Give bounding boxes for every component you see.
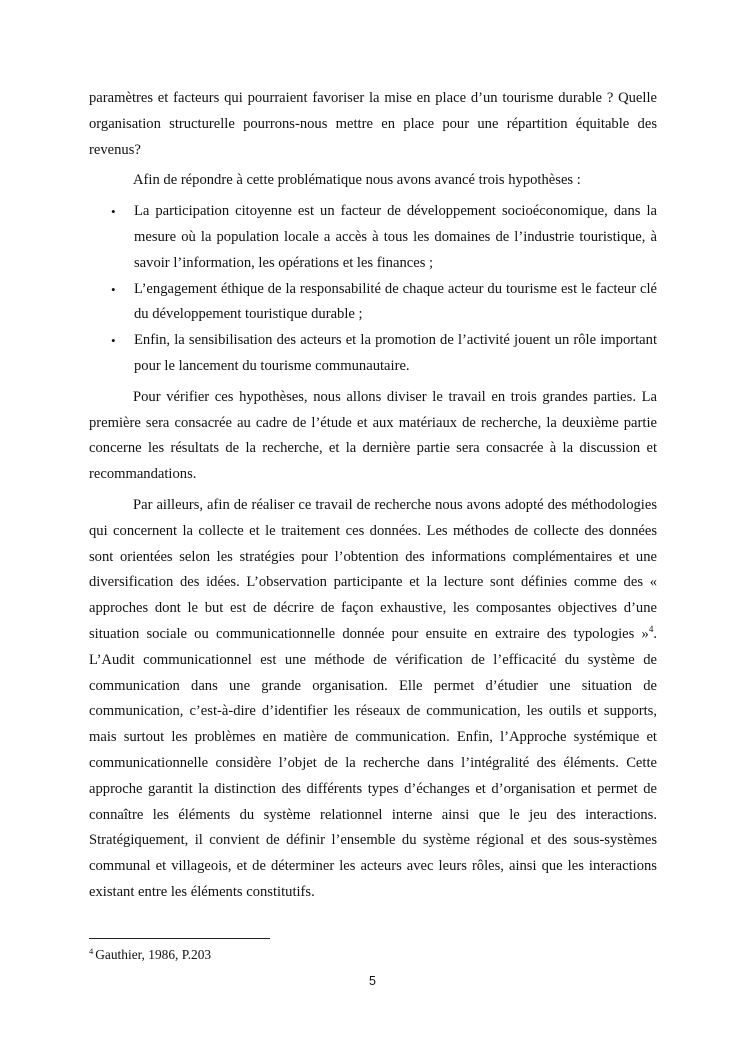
footnote <box>89 946 211 964</box>
paragraph-methodology <box>89 493 657 906</box>
bullet-icon: • <box>111 204 116 220</box>
methodology-text-part-1: Par ailleurs, afin de réaliser ce travail de recherche nous avons adopté des méthodologies qui concernent la collecte et le traitement ces données. Les méthodes de collecte des données sont orientées selon les stratégies pour l’obtention des informations complémentaires et une diversification des idées. L’observation participante et la lecture sont définies comme des « approches dont le but est de décrire de façon exhaustive, les composantes objectives d’une situation sociale ou communicationnelle donnée pour ensuite en extraire des typologies » <box>89 496 657 642</box>
footnote-mark: 4 <box>89 945 94 956</box>
hypothesis-text: L’engagement éthique de la responsabilité de chaque acteur du tourisme est le facteur clé du développement touristique durable ; <box>134 280 657 323</box>
footnote-text: Gauthier, 1986, P.203 <box>95 947 212 962</box>
bullet-icon: • <box>111 333 116 349</box>
methodology-text-part-2: . L’Audit communicationnel est une méthode de vérification de l’efficacité du système de communication dans une grande organisation. Elle permet d’étudier une situation de communication, c’est-à-dire d’identifier les réseaux de communication, les outils et supports, mais surtout les problèmes en matière de communication. Enfin, l’Approche systémique et communicationnelle considère l’objet de la recherche dans l’intégralité des éléments. Cette approche garantit la distinction des différents types d’échanges et d’organisation et permet de connaître les éléments du système relationnel interne ainsi que le jeu des interactions. Stratégiquement, il convient de définir l’ensemble du système régional et des sous-systèmes communal et villageois, et de déterminer les acteurs avec leurs rôles, ainsi que les interactions existant entre les éléments constitutifs. <box>89 625 657 900</box>
list-item <box>89 277 657 329</box>
footnote-separator <box>89 938 270 939</box>
paragraph-research-questions: paramètres et facteurs qui pourraient favoriser la mise en place d’un tourisme durable ? Quelle organisation structurelle pourrons-nous mettre en place pour une répartition équitable des revenus? <box>89 90 657 158</box>
footnote-reference[interactable]: 4 <box>648 624 654 635</box>
list-item <box>89 328 657 380</box>
hypotheses-list <box>89 199 657 380</box>
body-text <box>89 86 657 906</box>
paragraph-hypotheses-intro: Afin de répondre à cette problématique nous avons avancé trois hypothèses : <box>133 172 581 189</box>
list-item <box>89 199 657 276</box>
bullet-icon: • <box>111 281 116 297</box>
paragraph-plan: Pour vérifier ces hypothèses, nous allons diviser le travail en trois grandes parties. La première sera consacrée au cadre de l’étude et aux matériaux de recherche, la deuxième partie concerne les résultats de la recherche, et la dernière partie sera consacrée à la discussion et recommandations. <box>89 388 657 483</box>
hypothesis-text: Enfin, la sensibilisation des acteurs et la promotion de l’activité jouent un rôle important pour le lancement du tourisme communautaire. <box>134 332 657 374</box>
hypothesis-text: La participation citoyenne est un facteur de développement socioéconomique, dans la mesure où la population locale a accès à tous les domaines de l’industrie touristique, à savoir l’information, les opérations et les finances ; <box>134 203 657 271</box>
page-number: 5 <box>369 974 376 988</box>
